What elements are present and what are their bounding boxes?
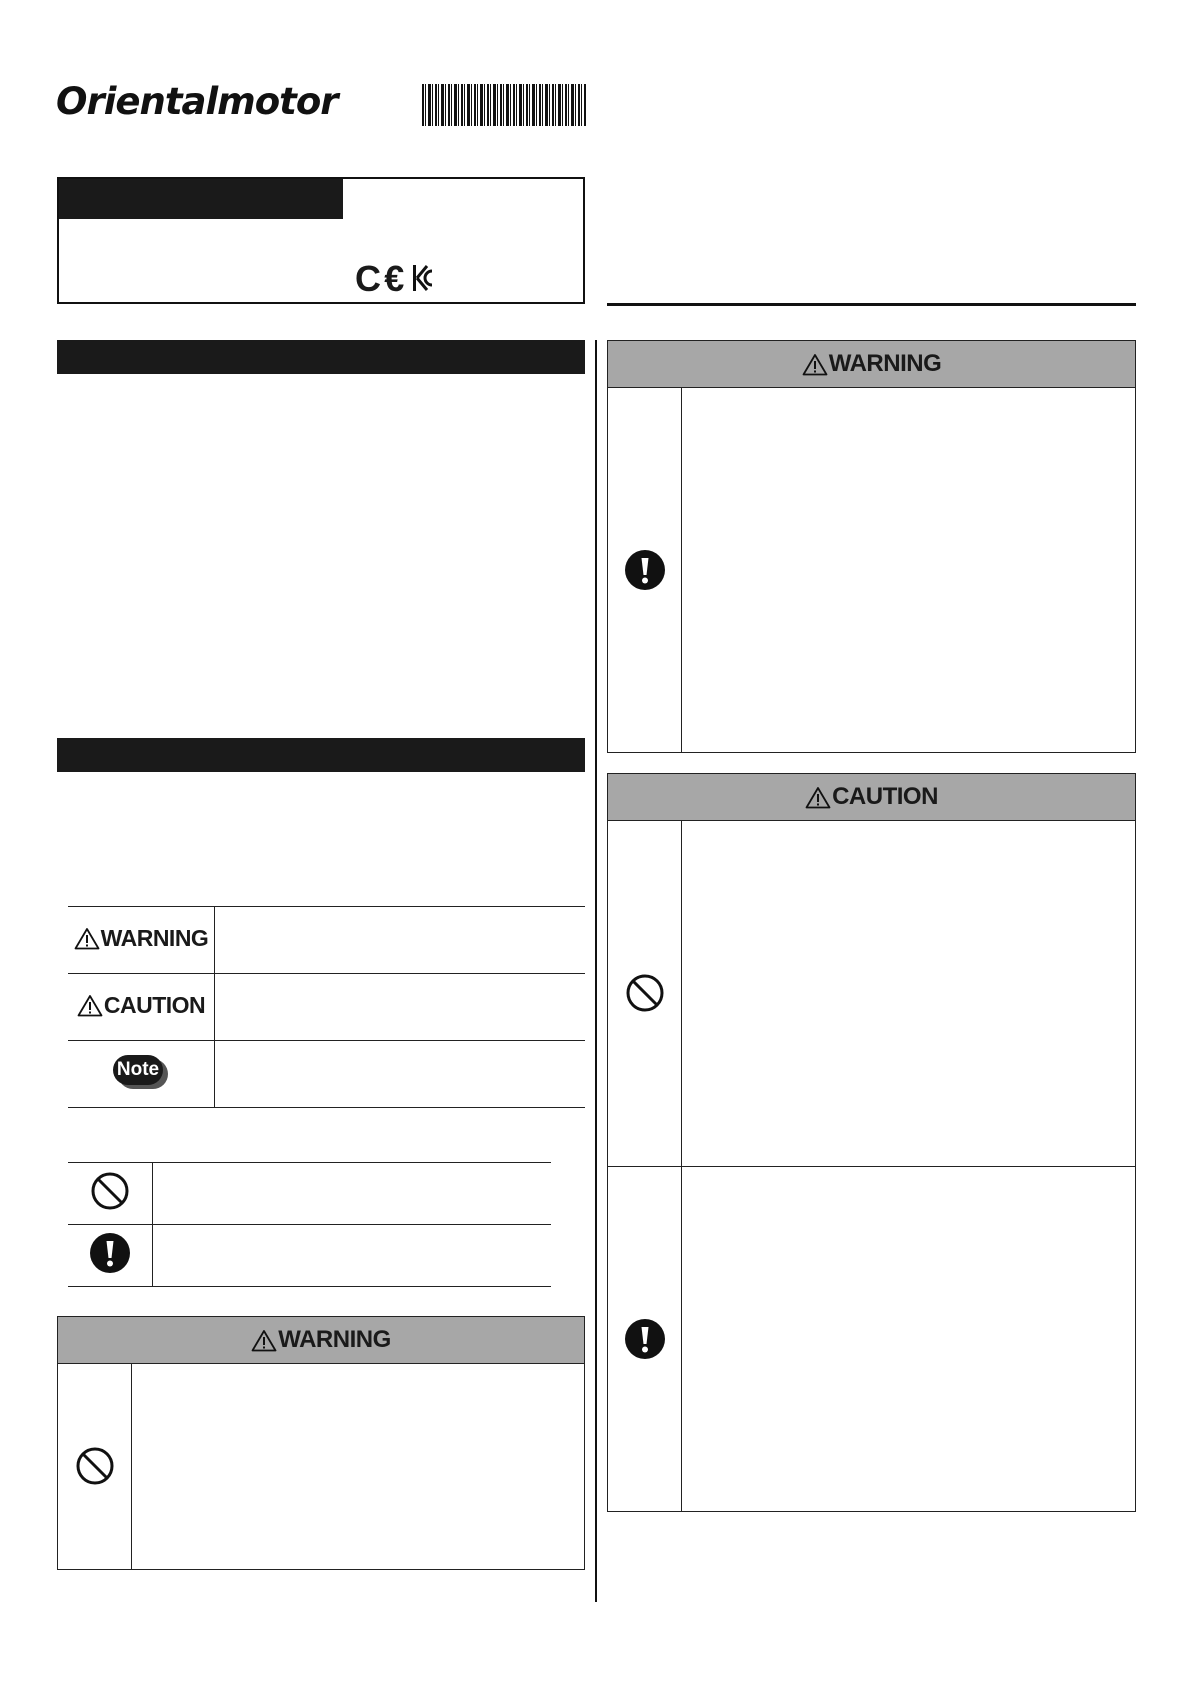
warning-label: WARNING <box>74 925 209 952</box>
mandatory-action-icon <box>624 549 666 591</box>
ce-mark-icon: C € <box>355 258 403 299</box>
mandatory-action-icon <box>89 1232 131 1274</box>
prohibition-icon <box>75 1446 115 1486</box>
warning-box-left <box>57 1316 585 1570</box>
warning-triangle-icon <box>802 353 828 376</box>
title-tab <box>59 179 343 219</box>
warning-triangle-icon <box>77 994 103 1017</box>
warning-triangle-icon <box>251 1329 277 1352</box>
section-bar-introduction <box>57 340 585 374</box>
mandatory-description <box>153 1225 552 1287</box>
caution-row-prohibition <box>608 820 1135 1166</box>
column-divider <box>595 340 597 1602</box>
prohibition-icon <box>90 1171 130 1211</box>
caution-label: CAUTION <box>77 992 205 1019</box>
caution-description <box>215 974 586 1041</box>
kc-mark-icon <box>412 263 434 293</box>
prohibition-icon <box>625 973 665 1013</box>
brand-logo: Orientalmotor <box>56 80 338 123</box>
table-row <box>68 1041 585 1108</box>
mandatory-action-icon <box>624 1318 666 1360</box>
table-row <box>68 974 585 1041</box>
title-box <box>57 177 585 304</box>
caution-box-right <box>607 773 1136 1512</box>
warning-box-header: WARNING <box>608 341 1135 388</box>
prohibition-description <box>153 1163 552 1225</box>
table-row <box>68 1225 551 1287</box>
warning-box-header: WARNING <box>58 1317 584 1364</box>
warning-triangle-icon <box>805 786 831 809</box>
table-row <box>68 1163 551 1225</box>
symbol-table <box>68 1162 551 1287</box>
note-description <box>215 1041 586 1108</box>
note-badge-icon: Note <box>113 1055 169 1089</box>
warning-description <box>215 907 586 974</box>
warning-row <box>608 387 1135 752</box>
caution-row-mandatory <box>608 1166 1135 1511</box>
warning-triangle-icon <box>74 927 100 950</box>
header-rule <box>607 303 1136 306</box>
caution-box-header: CAUTION <box>608 774 1135 821</box>
barcode <box>422 84 586 126</box>
warning-box-right <box>607 340 1136 753</box>
table-row <box>68 907 585 974</box>
warning-row <box>58 1363 584 1569</box>
signal-word-table <box>68 906 585 1108</box>
section-bar-safety <box>57 738 585 772</box>
